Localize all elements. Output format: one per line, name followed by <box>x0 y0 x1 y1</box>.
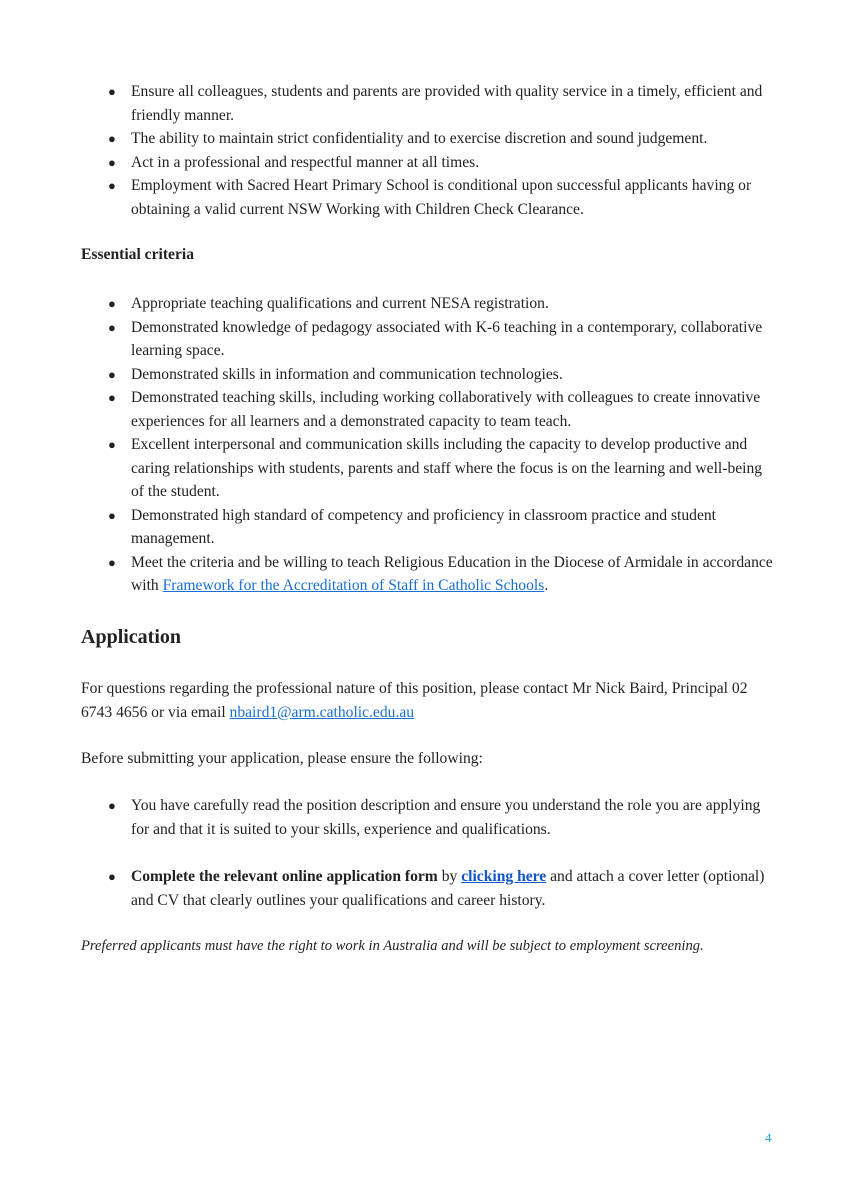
list-item: ● Employment with Sacred Heart Primary School is conditional upon successful applicants having or obtaining a valid current NSW Working with Children Check Clearance. <box>0 174 849 221</box>
clicking-here-link[interactable]: clicking here <box>461 868 547 885</box>
contact-paragraph: For questions regarding the professional nature of this position, please contact Mr Nick Baird, Principal 02 6743 4656 or via email nbaird1@arm.catholic.edu.au <box>81 680 748 721</box>
list-item: ● Appropriate teaching qualifications and current NESA registration. <box>0 292 849 316</box>
list-item: ● Demonstrated knowledge of pedagogy associated with K-6 teaching in a contemporary, collaborative learning space. <box>0 316 849 363</box>
online-form-label: Complete the relevant online application form <box>131 868 438 885</box>
intro-list <box>0 80 849 221</box>
bullet-icon: ● <box>108 390 116 405</box>
bullet-icon: ● <box>108 84 116 99</box>
screening-note: Preferred applicants must have the right to work in Australia and will be subject to employment screening. <box>81 938 704 954</box>
bullet-icon: ● <box>108 798 116 813</box>
bullet-icon: ● <box>108 296 116 311</box>
contact-email-link[interactable]: nbaird1@arm.catholic.edu.au <box>229 703 415 721</box>
application-heading: Application <box>81 626 182 648</box>
framework-accreditation-link[interactable]: Framework for the Accreditation of Staff in Catholic Schools <box>162 577 545 594</box>
bullet-icon: ● <box>108 437 116 452</box>
essential-criteria-heading: Essential criteria <box>81 246 195 263</box>
list-item: ● Ensure all colleagues, students and parents are provided with quality service in a timely, efficient and friendly manner. <box>0 80 849 127</box>
bullet-icon: ● <box>108 178 116 193</box>
list-item: ● You have carefully read the position description and ensure you understand the role you are applying for and that it is suited to your skills, experience and qualifications. <box>0 794 849 841</box>
before-submitting-paragraph: Before submitting your application, please ensure the following: <box>81 750 483 767</box>
list-item: ● Complete the relevant online application form by clicking here and attach a cover letter (optional) and CV that clearly outlines your qualifications and career history. <box>0 865 849 912</box>
list-item: ● Demonstrated teaching skills, including working collaboratively with colleagues to create innovative experiences for all learners and a demonstrated capacity to team teach. <box>0 386 849 433</box>
list-item: ● Meet the criteria and be willing to teach Religious Education in the Diocese of Armidale in accordance with Framework for the Accreditation of Staff in Catholic Schools. <box>0 551 849 598</box>
bullet-icon: ● <box>108 131 116 146</box>
essential-criteria-list <box>0 292 849 598</box>
bullet-icon: ● <box>108 554 116 570</box>
bullet-icon: ● <box>108 154 116 170</box>
list-item: ● Act in a professional and respectful manner at all times. <box>0 151 849 175</box>
application-checklist <box>0 794 849 841</box>
application-checklist-form <box>0 865 849 912</box>
bullet-icon: ● <box>108 869 116 884</box>
bullet-icon: ● <box>108 507 116 523</box>
bullet-icon: ● <box>108 319 116 335</box>
list-item: ● Excellent interpersonal and communication skills including the capacity to develop productive and caring relationships with students, parents and staff where the focus is on the learning and well-being of the student. <box>0 433 849 504</box>
list-item: ● Demonstrated high standard of competency and proficiency in classroom practice and student management. <box>0 504 849 551</box>
bullet-icon: ● <box>108 366 116 382</box>
list-item: ● Demonstrated skills in information and communication technologies. <box>0 363 849 387</box>
list-item: ● The ability to maintain strict confidentiality and to exercise discretion and sound judgement. <box>0 127 849 151</box>
page-number: 4 <box>765 1130 772 1145</box>
